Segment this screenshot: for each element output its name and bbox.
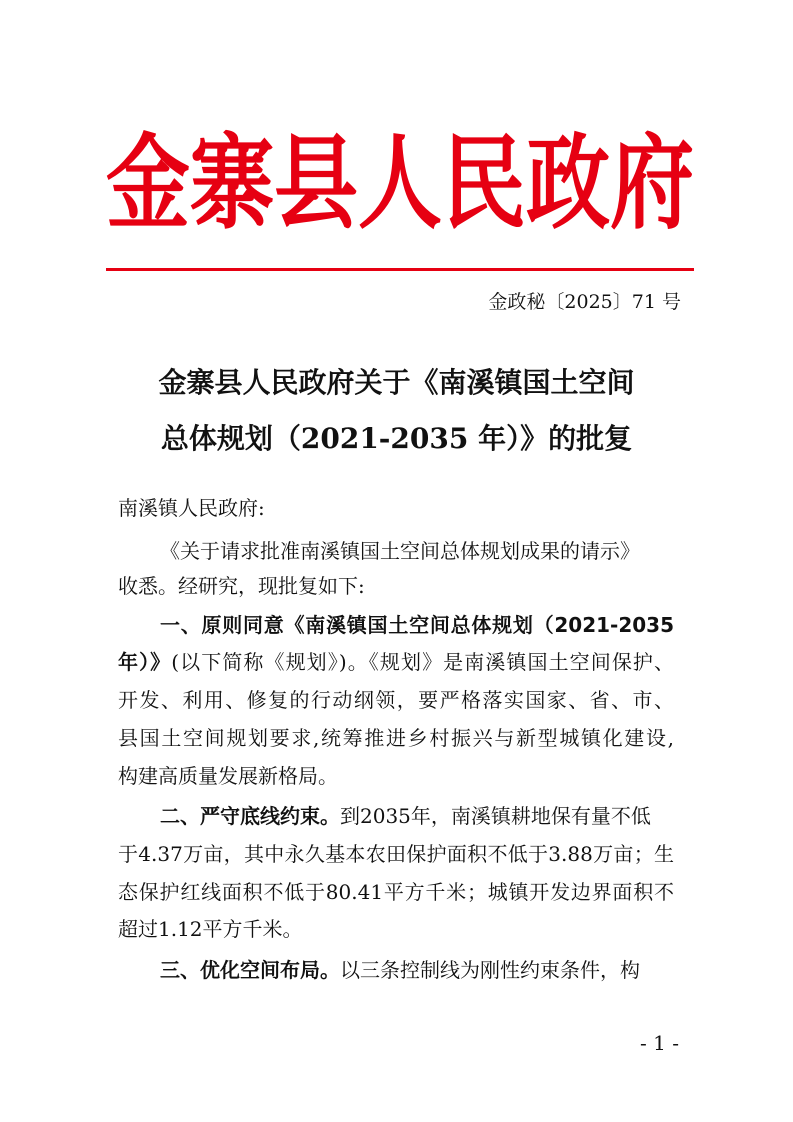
section-1-line-2-text: (以下简称《规划》)。《规划》是南溪镇国土空间保护、	[171, 650, 675, 674]
page-number: - 1 -	[640, 1031, 679, 1055]
section-2-line-2: 于4.37万亩，其中永久基本农田保护面积不低于3.88万亩；生	[118, 842, 674, 866]
masthead-char: 人	[358, 122, 443, 243]
section-2-line-3: 态保护红线面积不低于80.41平方千米；城镇开发边界面积不	[118, 880, 674, 904]
section-2-line-4: 超过1.12平方千米。	[118, 917, 303, 941]
section-2-line-1	[160, 802, 651, 830]
addressee: 南溪镇人民政府:	[118, 496, 265, 520]
masthead-char: 县	[274, 122, 359, 243]
section-3-line-1-text: 以三条控制线为刚性约束条件，构	[340, 958, 640, 982]
masthead-char: 民	[442, 122, 527, 243]
section-1-line-3: 开发、利用、修复的行动纲领，要严格落实国家、省、市、	[118, 688, 674, 712]
section-2-line-1-text: 到2035年，南溪镇耕地保有量不低	[340, 804, 651, 828]
section-1-line-5: 构建高质量发展新格局。	[118, 764, 338, 788]
intro-line-1: 《关于请求批准南溪镇国土空间总体规划成果的请示》	[160, 539, 640, 563]
issuing-authority-masthead	[106, 116, 694, 250]
masthead-char: 府	[610, 122, 695, 243]
masthead-char: 寨	[190, 122, 275, 243]
masthead-char: 金	[106, 122, 191, 243]
section-2-heading: 二、严守底线约束。	[160, 804, 340, 828]
section-3-line-1	[160, 956, 640, 984]
section-1-heading: 一、原则同意《南溪镇国土空间总体规划（2021-2035	[160, 613, 674, 637]
section-3-heading: 三、优化空间布局。	[160, 958, 340, 982]
document-title-line-1: 金寨县人民政府关于《南溪镇国土空间	[158, 366, 635, 399]
section-1-heading-tail: 年）》	[118, 650, 172, 674]
red-separator-line	[106, 268, 694, 271]
document-title-line-2: 总体规划（2021-2035 年）》的批复	[160, 422, 633, 455]
intro-line-2: 收悉。经研究，现批复如下:	[118, 574, 365, 598]
document-number: 金政秘〔2025〕71 号	[488, 291, 681, 313]
section-1-line-2	[118, 648, 674, 676]
section-1-line-4: 县国土空间规划要求,统筹推进乡村振兴与新型城镇化建设,	[118, 726, 674, 750]
masthead-char: 政	[526, 122, 611, 243]
